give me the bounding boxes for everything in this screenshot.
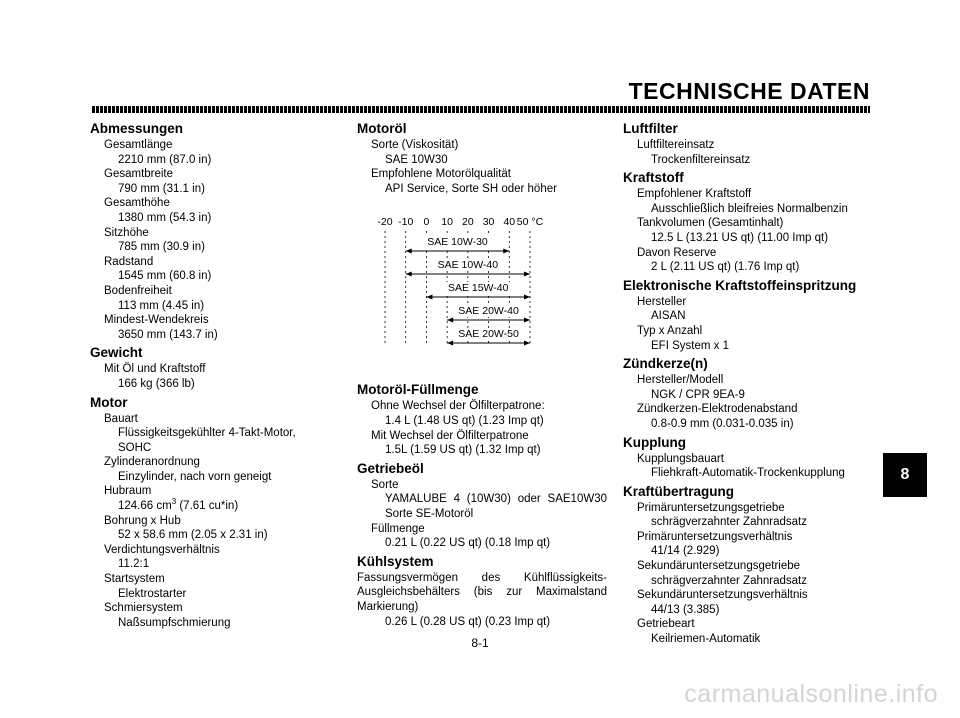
heading-motoroel: Motoröl — [357, 121, 407, 136]
page-number: 8-1 — [471, 636, 489, 650]
spec-label: Zylinderanordnung — [104, 456, 200, 469]
oil-viscosity-chart — [370, 216, 545, 366]
spec-label: Radstand — [104, 255, 154, 268]
hub-superscript: 3 — [171, 497, 177, 507]
temp-tick-label: -10 — [398, 216, 414, 229]
hub-value-b: (7.61 cu*in) — [176, 500, 239, 513]
band-arrowhead — [524, 272, 530, 277]
band-arrowhead — [406, 272, 412, 277]
spec-value: Flüssigkeitsgekühlter 4-Takt-Motor, — [118, 427, 296, 440]
spec-label: Davon Reserve — [637, 246, 717, 259]
spec-value: NGK / CPR 9EA-9 — [651, 388, 745, 401]
spec-value: 11.2:1 — [118, 558, 150, 571]
column-fuel-drive — [623, 118, 868, 647]
heading-einspritzung: Elektronische Kraftstoffeinspritzung — [623, 277, 857, 293]
heading-getriebeoel: Getriebeöl — [357, 460, 424, 476]
spec-value: 0.21 L (0.22 US qt) (0.18 Imp qt) — [385, 537, 551, 550]
spec-value: Ausschließlich bleifreies Normalbenzin — [651, 202, 848, 215]
spec-label: Gesamtbreite — [104, 168, 174, 181]
spec-value: EFI System x 1 — [651, 339, 729, 352]
page-title: TECHNISCHE DATEN — [628, 78, 870, 104]
spec-label: Kupplungsbauart — [637, 452, 724, 465]
spec-label: Hersteller/Modell — [637, 374, 724, 387]
spec-label: Empfohlener Kraftstoff — [637, 188, 752, 201]
spec-value: 785 mm (30.9 in) — [118, 241, 205, 254]
watermark: carmanualsonline.info — [684, 680, 938, 708]
band-arrowhead — [524, 295, 530, 300]
heading-luftfilter: Luftfilter — [623, 121, 678, 136]
spec-label: Hersteller — [637, 295, 687, 308]
band-arrowhead — [426, 295, 432, 300]
spec-label: Sitzhöhe — [104, 226, 149, 239]
temp-tick-label: 30 — [482, 216, 495, 229]
spec-value: 1.4 L (1.48 US qt) (1.23 Imp qt) — [385, 414, 544, 427]
heading-kraftstoff: Kraftstoff — [623, 170, 684, 186]
spec-value: Trockenfiltereinsatz — [651, 153, 751, 166]
spec-value: 44/13 (3.385) — [651, 603, 720, 616]
spec-label: Sorte (Viskosität) — [371, 139, 459, 151]
viscosity-band-label: SAE 10W-30 — [427, 236, 488, 249]
viscosity-band-label: SAE 15W-40 — [447, 282, 509, 295]
spec-paragraph: Ausgleichsbehälters (bis zur Maximalstand — [357, 586, 607, 599]
spec-label: Ohne Wechsel der Ölfilterpatrone: — [371, 400, 545, 413]
temp-tick-label: 20 — [462, 216, 474, 229]
band-arrowhead — [406, 249, 412, 254]
heading-gewicht: Gewicht — [90, 345, 143, 361]
spec-label: Luftfiltereinsatz — [637, 139, 715, 151]
spec-value — [90, 499, 330, 514]
spec-value: SAE 10W30 — [385, 153, 448, 166]
heading-abmessungen: Abmessungen — [90, 121, 184, 136]
spec-label: Zündkerzen-Elektrodenabstand — [637, 403, 798, 416]
temp-tick-label: -20 — [377, 216, 393, 229]
spec-value: 1380 mm (54.3 in) — [118, 211, 212, 224]
spec-label: Bauart — [104, 412, 138, 425]
spec-value: Fliehkraft-Automatik-Trockenkupplung — [651, 467, 845, 480]
heading-kupplung: Kupplung — [623, 434, 686, 450]
spec-value: AISAN — [651, 310, 686, 323]
spec-value: Elektrostarter — [118, 587, 187, 600]
hub-value-a: 124.66 cm — [118, 500, 172, 513]
chapter-tab[interactable]: 8 — [883, 453, 927, 497]
spec-value: YAMALUBE 4 (10W30) oder SAE10W30 — [385, 493, 607, 506]
temp-tick-label: 10 — [441, 216, 453, 229]
spec-label: Mindest-Wendekreis — [104, 314, 209, 327]
column-oil — [357, 118, 607, 629]
band-arrowhead — [524, 318, 530, 323]
heading-kuehlsystem: Kühlsystem — [357, 553, 434, 569]
spec-value: schrägverzahnter Zahnradsatz — [651, 574, 807, 587]
spec-label: Empfohlene Motorölqualität — [371, 168, 511, 181]
heading-motoroel-fuellmenge: Motoröl-Füllmenge — [357, 382, 479, 398]
spec-value: 113 mm (4.45 in) — [118, 299, 205, 312]
spec-label: Füllmenge — [371, 522, 425, 535]
spec-value: schrägverzahnter Zahnradsatz — [651, 516, 807, 529]
spec-value: API Service, Sorte SH oder höher — [385, 182, 557, 195]
spec-value: 166 kg (366 lb) — [118, 377, 195, 390]
heading-kraftuebertragung: Kraftübertragung — [623, 483, 734, 499]
temp-tick-label: 40 — [503, 216, 516, 229]
band-arrowhead — [447, 341, 453, 346]
spec-value: 12.5 L (13.21 US qt) (11.00 Imp qt) — [651, 231, 829, 244]
spec-label: Primäruntersetzungsgetriebe — [637, 501, 785, 514]
spec-label: Primäruntersetzungsverhältnis — [637, 530, 793, 543]
viscosity-band-label: SAE 20W-40 — [458, 305, 519, 318]
heading-zuendkerzen: Zündkerze(n) — [623, 356, 708, 372]
header-rule — [92, 106, 870, 113]
viscosity-band-label: SAE 20W-50 — [458, 328, 519, 341]
spec-value: 1.5L (1.59 US qt) (1.32 Imp qt) — [385, 444, 541, 457]
spec-value: 0.8-0.9 mm (0.031-0.035 in) — [651, 417, 794, 430]
band-arrowhead — [503, 249, 509, 254]
heading-motor: Motor — [90, 394, 128, 410]
viscosity-band-label: SAE 10W-40 — [437, 259, 499, 272]
spec-label: Schmiersystem — [104, 602, 183, 615]
column-dimensions — [90, 118, 330, 630]
spec-value: SOHC — [118, 441, 152, 454]
spec-label: Gesamthöhe — [104, 197, 170, 210]
spec-label: Gesamtlänge — [104, 139, 173, 151]
spec-value: 3650 mm (143.7 in) — [118, 328, 218, 341]
spec-value: 2210 mm (87.0 in) — [118, 153, 212, 166]
spec-paragraph: Fassungsvermögen des Kühlflüssigkeits- — [357, 571, 607, 584]
spec-value: Sorte SE-Motoröl — [385, 507, 474, 520]
spec-label: Mit Öl und Kraftstoff — [104, 363, 206, 376]
spec-label: Hubraum — [104, 485, 152, 498]
spec-label: Bohrung x Hub — [104, 514, 181, 527]
spec-label: Sorte — [371, 478, 399, 491]
spec-label: Sekundäruntersetzungsverhältnis — [637, 589, 808, 602]
spec-label: Startsystem — [104, 573, 165, 586]
spec-label: Tankvolumen (Gesamtinhalt) — [637, 217, 784, 230]
spec-label: Mit Wechsel der Ölfilterpatrone — [371, 429, 529, 442]
spec-value: Einzylinder, nach vorn geneigt — [118, 470, 272, 483]
band-arrowhead — [524, 341, 530, 346]
spec-label: Getriebeart — [637, 618, 695, 631]
spec-label: Bodenfreiheit — [104, 284, 172, 297]
band-arrowhead — [447, 318, 453, 323]
temp-tick-label: 50 °C — [516, 216, 544, 229]
spec-label: Verdichtungsverhältnis — [104, 543, 220, 556]
spec-paragraph: Markierung) — [357, 600, 419, 613]
spec-value: 41/14 (2.929) — [651, 545, 720, 558]
spec-label: Typ x Anzahl — [637, 324, 703, 337]
spec-value: 2 L (2.11 US qt) (1.76 Imp qt) — [651, 261, 800, 274]
spec-value: Naßsumpfschmierung — [118, 616, 231, 629]
spec-value: 0.26 L (0.28 US qt) (0.23 Imp qt) — [385, 615, 551, 628]
spec-label: Sekundäruntersetzungsgetriebe — [637, 560, 801, 573]
spec-value: Keilriemen-Automatik — [651, 633, 761, 646]
spec-value: 52 x 58.6 mm (2.05 x 2.31 in) — [118, 529, 268, 542]
spec-value: 1545 mm (60.8 in) — [118, 270, 212, 283]
temp-tick-label: 0 — [423, 216, 430, 229]
spec-value: 790 mm (31.1 in) — [118, 182, 205, 195]
